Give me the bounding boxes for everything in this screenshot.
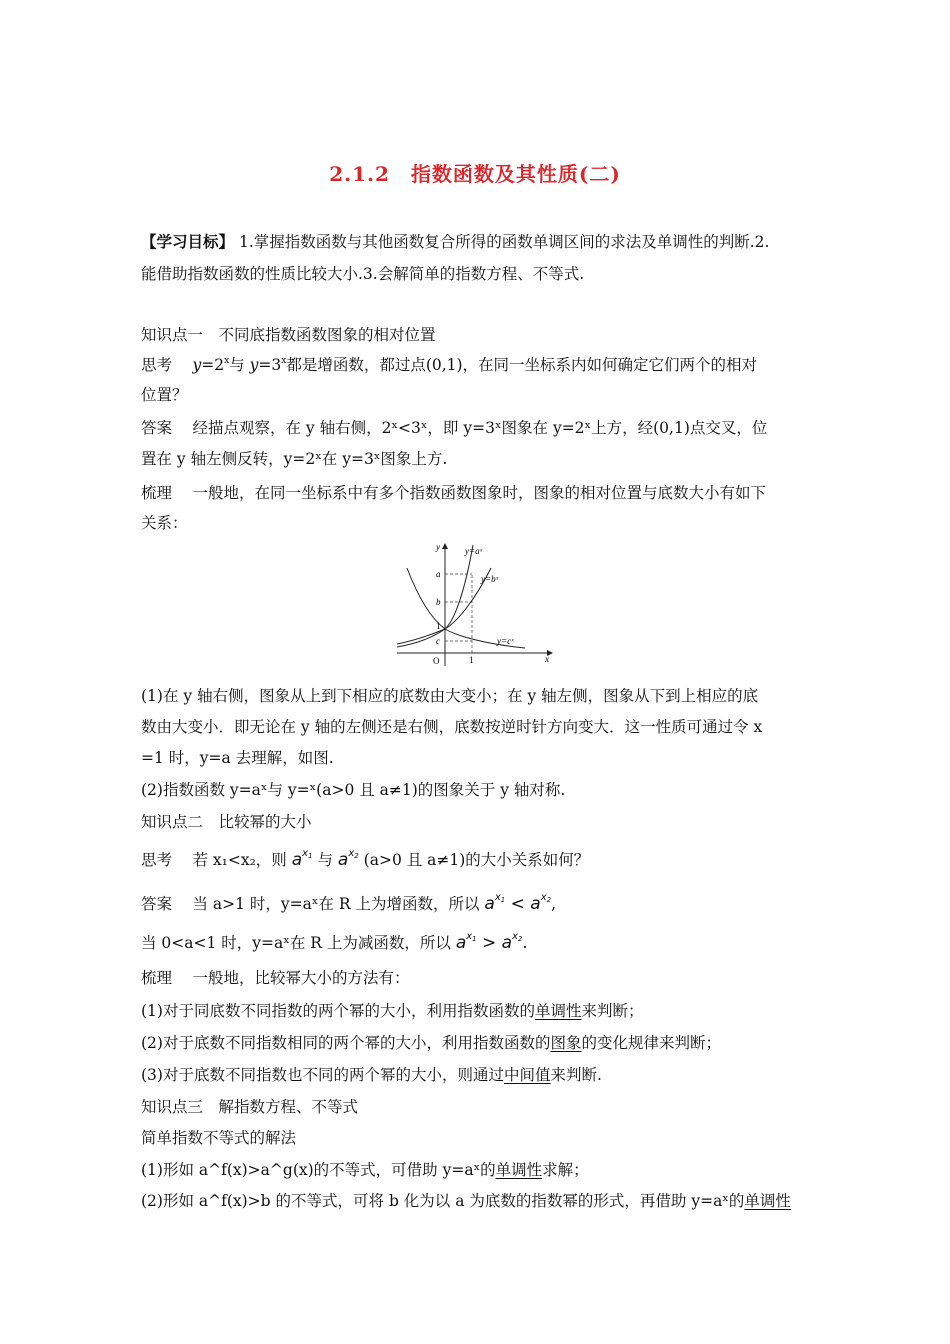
kp2-method-1-pre: (1)对于同底数不同指数的两个幂的大小，利用指数函数的 <box>141 1002 535 1020</box>
inequality-less: $a^{x_1} < a^{x_2}$ <box>484 892 552 914</box>
kp3-solution-1-post: 求解； <box>542 1161 589 1179</box>
kp2-think-line <box>141 850 589 870</box>
kp2-answer-line-2: 当 0<a<1 时，y=aˣ在 R 上为减函数，所以 $a^{x_1} > a^{x_2}$. <box>141 931 528 953</box>
objectives-line-2: 能借助指数函数的性质比较大小.3.会解简单的指数方程、不等式. <box>141 265 585 283</box>
kp1-sort-text-1: 一般地，在同一坐标系中有多个指数函数图象时，图象的相对位置与底数大小有如下 <box>192 484 766 502</box>
power-a-x1: $a^{x_1}$ <box>291 848 313 870</box>
kp2-answer-label: 答案 <box>141 895 173 913</box>
kp1-point-1-line-2: 数由大变小．即无论在 y 轴的左侧还是右侧，底数按逆时针方向变大．这一性质可通过令 x <box>141 718 763 736</box>
kp1-answer-text-2: 置在 y 轴左侧反转，y=2ˣ在 y=3ˣ图象上方. <box>141 450 448 468</box>
kp3-solution-1-key: 单调性 <box>495 1161 543 1179</box>
kp2-method-1-post: 来判断； <box>581 1002 644 1020</box>
objectives-text-1: 1.掌握指数函数与其他函数复合所得的函数单调区间的求法及单调性的判断.2. <box>238 233 770 251</box>
kp2-think-label: 思考 <box>141 851 173 869</box>
label-y-axis: y <box>436 542 440 552</box>
kp3-solution-1-pre: (1)形如 a^f(x)>a^g(x)的不等式，可借助 y=aˣ的 <box>141 1161 496 1179</box>
kp2-sort-text: 一般地，比较幂大小的方法有： <box>192 969 410 987</box>
kp2-sort-line <box>141 968 409 988</box>
kp1-point-1-line-1: (1)在 y 轴右侧，图象从上到下相应的底数由大变小；在 y 轴左侧，图象从下到上相应的底 <box>141 687 759 705</box>
kp2-method-3-post: 来判断. <box>550 1066 602 1084</box>
page-title: 2.1.2 指数函数及其性质(二) <box>329 162 621 186</box>
kp1-think-line-1 <box>141 355 757 375</box>
label-x-one: 1 <box>469 655 474 665</box>
kp3-solution-2 <box>141 1191 791 1211</box>
kp1-answer-line-1 <box>141 418 767 438</box>
kp1-think-text-1: 都是增函数，都过点(0,1)，在同一坐标系内如何确定它们两个的相对 <box>286 356 758 374</box>
kp2-sort-label: 梳理 <box>141 969 173 987</box>
kp2-method-2-pre: (2)对于底数不同指数相同的两个幂的大小，利用指数函数的 <box>141 1034 551 1052</box>
kp1-sort-text-2: 关系： <box>141 514 188 532</box>
label-curve-b: y=bˣ <box>481 574 499 584</box>
kp3-solution-2-pre: (2)形如 a^f(x)>b 的不等式，可将 b 化为以 a 为底数的指数幂的形式，再借助 y=aˣ的 <box>141 1192 745 1210</box>
y-axis-arrow <box>442 543 448 549</box>
kp3-solution-1 <box>141 1160 589 1180</box>
objectives-line-1 <box>141 232 769 252</box>
kp1-heading: 知识点一 不同底指数函数图象的相对位置 <box>141 326 436 344</box>
exponential-graph <box>395 540 555 668</box>
kp1-think-label: 思考 <box>141 356 173 374</box>
label-x-axis: x <box>545 654 549 664</box>
kp2-method-1-key: 单调性 <box>534 1002 582 1020</box>
kp1-sort-label: 梳理 <box>141 484 173 502</box>
kp2-think-pre: 若 x₁<x₂，则 <box>192 851 287 869</box>
kp2-method-2 <box>141 1033 721 1053</box>
kp2-method-3-key: 中间值 <box>503 1066 551 1084</box>
kp1-think-formula: $y=2^x$与 $y=3^x$ <box>192 356 287 374</box>
kp2-heading: 知识点二 比较幂的大小 <box>141 813 312 831</box>
label-curve-c: y=cˣ <box>497 636 514 646</box>
label-curve-a: y=aˣ <box>465 546 483 556</box>
inequality-greater: $a^{x_1} > a^{x_2}$ <box>455 931 523 953</box>
label-y-one: 1 <box>436 621 441 631</box>
kp3-subheading: 简单指数不等式的解法 <box>141 1129 297 1147</box>
kp2-answer-line-1: 答案 当 a>1 时，y=aˣ在 R 上为增函数，所以 $a^{x_1} < a^{x_2}$, <box>141 892 557 914</box>
kp2-think-post: (a>0 且 a≠1)的大小关系如何？ <box>363 851 590 869</box>
power-a-x2: $a^{x_2}$ <box>337 848 359 870</box>
kp1-point-1-line-3: =1 时，y=a 去理解，如图. <box>141 749 334 767</box>
kp1-think-text-2: 位置？ <box>141 386 188 404</box>
kp1-point-2: (2)指数函数 y=aˣ与 y=ˣ(a>0 且 a≠1)的图象关于 y 轴对称. <box>141 781 566 799</box>
label-origin: O <box>433 656 440 666</box>
kp2-method-3-pre: (3)对于底数不同指数也不同的两个幂的大小，则通过 <box>141 1066 504 1084</box>
label-b: b <box>436 597 441 607</box>
kp2-method-2-post: 的变化规律来判断； <box>581 1034 721 1052</box>
kp2-method-3 <box>141 1065 602 1085</box>
kp1-sort-line-1 <box>141 483 766 503</box>
objectives-label: 【学习目标】 <box>141 232 235 251</box>
kp2-method-2-key: 图象 <box>550 1034 582 1052</box>
kp2-method-1 <box>141 1001 644 1021</box>
kp2-answer-text-2: 当 0<a<1 时，y=aˣ在 R 上为减函数，所以 <box>141 934 451 952</box>
kp1-answer-text-1: 经描点观察，在 y 轴右侧，2ˣ<3ˣ，即 y=3ˣ图象在 y=2ˣ上方，经(0,1)点交叉，位 <box>192 419 768 437</box>
label-a: a <box>436 569 441 579</box>
kp3-heading: 知识点三 解指数方程、不等式 <box>141 1098 359 1116</box>
kp2-think-mid: 与 <box>317 851 333 869</box>
kp1-answer-label: 答案 <box>141 419 173 437</box>
kp2-answer-text-1: 当 a>1 时，y=aˣ在 R 上为增函数，所以 <box>192 895 480 913</box>
curve-y-a-x <box>397 545 473 647</box>
kp3-solution-2-key: 单调性 <box>744 1192 791 1210</box>
label-c: c <box>436 636 440 646</box>
